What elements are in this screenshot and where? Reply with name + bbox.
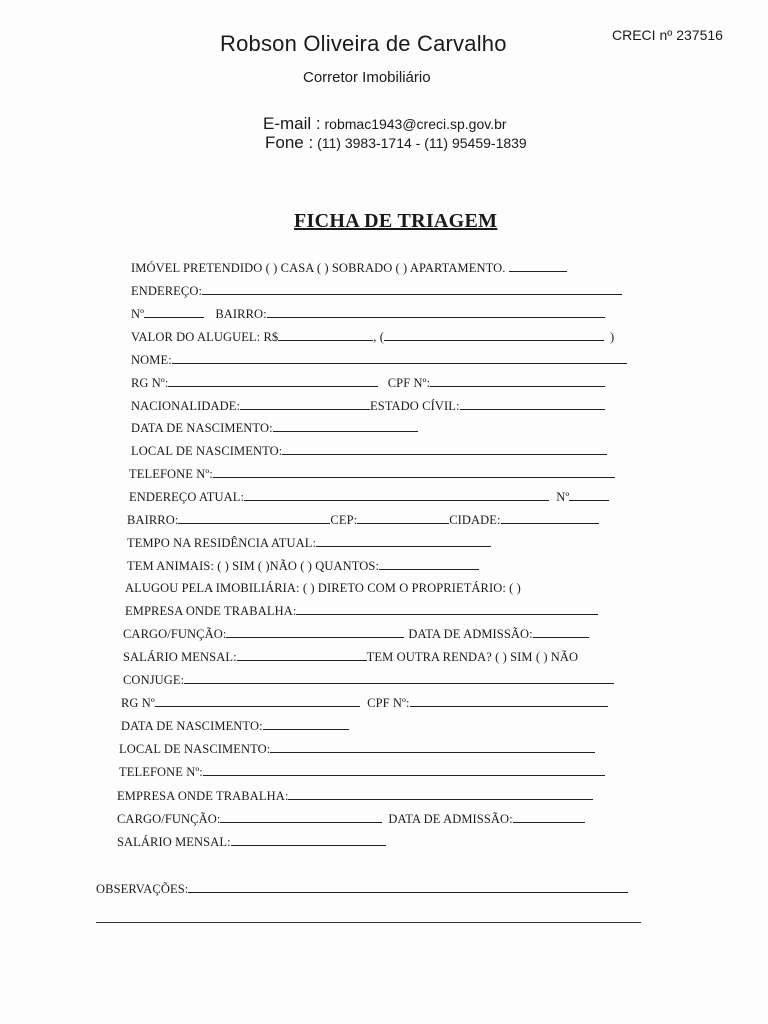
- field-label: ENDEREÇO:: [131, 284, 203, 298]
- field-conjuge-local-nascimento[interactable]: [119, 741, 595, 757]
- field-label: LOCAL DE NASCIMENTO:: [119, 742, 271, 756]
- field-line: [569, 489, 609, 501]
- field-tem-animais[interactable]: [127, 558, 479, 574]
- phone-value: (11) 3983-1714 - (11) 95459-1839: [317, 135, 527, 151]
- field-line: [296, 603, 598, 615]
- field-label: NOME:: [131, 353, 172, 367]
- field-line: [188, 881, 628, 893]
- field-label: CARGO/FUNÇÃO:: [117, 812, 221, 826]
- field-salario-outra-renda[interactable]: [123, 649, 578, 665]
- field-label: ALUGOU PELA IMOBILIÁRIA: ( ) DIRETO COM O PROPRIETÁRIO: ( ): [125, 581, 521, 595]
- field-line: [213, 466, 615, 478]
- field-label: TELEFONE Nº:: [129, 467, 213, 481]
- field-line: [178, 512, 330, 524]
- broker-role: Corretor Imobiliário: [303, 69, 431, 86]
- field-label: Nº: [556, 490, 570, 504]
- field-imovel-pretendido[interactable]: [131, 260, 567, 276]
- field-label: TELEFONE Nº:: [119, 765, 203, 779]
- field-label: ESTADO CÍVIL:: [370, 399, 460, 413]
- field-tempo-residencia[interactable]: [127, 535, 491, 551]
- field-line: [244, 489, 549, 501]
- field-line: [501, 512, 599, 524]
- field-line: [460, 398, 605, 410]
- field-numero-bairro[interactable]: [131, 306, 605, 322]
- field-line: [278, 329, 373, 341]
- phone-row: [265, 133, 527, 153]
- field-conjuge-rg-cpf[interactable]: [121, 695, 608, 711]
- field-line: [509, 260, 567, 272]
- field-line: [270, 741, 595, 753]
- creci-number: CRECI nº 237516: [612, 27, 723, 43]
- field-empresa-onde-trabalha[interactable]: [125, 603, 598, 619]
- field-line: [384, 329, 604, 341]
- email-value: robmac1943@creci.sp.gov.br: [324, 116, 507, 132]
- field-label: EMPRESA ONDE TRABALHA:: [117, 789, 289, 803]
- field-label: , (: [373, 330, 384, 344]
- field-conjuge-empresa[interactable]: [117, 788, 593, 804]
- field-label: CARGO/FUNÇÃO:: [123, 627, 227, 641]
- field-conjuge-data-nascimento[interactable]: [121, 718, 349, 734]
- field-conjuge-telefone[interactable]: [119, 764, 605, 780]
- field-label: CPF Nº:: [387, 376, 431, 390]
- field-line: [513, 811, 585, 823]
- field-line: [316, 535, 491, 547]
- field-label: DATA DE ADMISSÃO:: [388, 812, 513, 826]
- field-cargo-admissao[interactable]: [123, 626, 589, 642]
- field-label: BAIRRO:: [127, 513, 179, 527]
- field-label: ENDEREÇO ATUAL:: [129, 490, 245, 504]
- field-alugou-pela-imobiliaria[interactable]: [125, 581, 521, 596]
- email-label: E-mail :: [263, 114, 321, 133]
- field-label: DATA DE NASCIMENTO:: [121, 719, 263, 733]
- field-bairro-cep-cidade[interactable]: [127, 512, 599, 528]
- field-line: [263, 718, 349, 730]
- field-label: ): [609, 330, 615, 344]
- field-label: SALÁRIO MENSAL:: [117, 835, 231, 849]
- email-row: [263, 114, 507, 134]
- observacoes-extra-line[interactable]: [96, 922, 641, 923]
- broker-name: Robson Oliveira de Carvalho: [220, 31, 507, 56]
- field-line: [220, 811, 382, 823]
- field-label: CPF Nº:: [367, 696, 410, 710]
- field-line: [267, 306, 605, 318]
- field-line: [533, 626, 589, 638]
- field-label: CIDADE:: [449, 513, 501, 527]
- field-conjuge[interactable]: [123, 672, 614, 688]
- field-label: SALÁRIO MENSAL:: [123, 650, 237, 664]
- field-line: [237, 649, 367, 661]
- phone-label: Fone :: [265, 133, 314, 152]
- field-label: TEMPO NA RESIDÊNCIA ATUAL:: [127, 536, 317, 550]
- field-label: CEP:: [330, 513, 358, 527]
- field-label: IMÓVEL PRETENDIDO ( ) CASA ( ) SOBRADO ( ) APARTAMENTO.: [131, 261, 506, 275]
- field-nome[interactable]: [131, 352, 627, 368]
- field-label: LOCAL DE NASCIMENTO:: [131, 444, 283, 458]
- field-label: EMPRESA ONDE TRABALHA:: [125, 604, 297, 618]
- field-label: RG Nº: [121, 696, 155, 710]
- field-label: OBSERVAÇÕES:: [96, 882, 189, 896]
- field-line: [184, 672, 614, 684]
- field-label: TEM OUTRA RENDA? ( ) SIM ( ) NÃO: [366, 650, 579, 664]
- field-valor-aluguel[interactable]: [131, 329, 614, 345]
- field-conjuge-cargo-admissao[interactable]: [117, 811, 585, 827]
- field-label: RG Nº:: [131, 376, 169, 390]
- field-conjuge-salario[interactable]: [117, 834, 386, 850]
- field-line: [202, 283, 622, 295]
- field-label: VALOR DO ALUGUEL: R$: [131, 330, 279, 344]
- field-data-nascimento[interactable]: [131, 420, 418, 436]
- field-line: [155, 695, 360, 707]
- field-line: [288, 788, 593, 800]
- field-line: [240, 398, 370, 410]
- field-line: [172, 352, 627, 364]
- field-line: [226, 626, 404, 638]
- field-label: NACIONALIDADE:: [131, 399, 241, 413]
- field-line: [379, 558, 479, 570]
- form-title: FICHA DE TRIAGEM: [294, 210, 498, 232]
- field-line: [410, 695, 608, 707]
- field-line: [430, 375, 605, 387]
- field-label: BAIRRO:: [215, 307, 267, 321]
- field-line: [231, 834, 386, 846]
- field-label: TEM ANIMAIS: ( ) SIM ( )NÃO ( ) QUANTOS:: [127, 559, 380, 573]
- field-line: [357, 512, 449, 524]
- field-endereco-atual[interactable]: [129, 489, 609, 505]
- field-label: Nº: [131, 307, 145, 321]
- field-nacionalidade-estado-civil[interactable]: [131, 398, 605, 414]
- field-line: [203, 764, 605, 776]
- field-local-nascimento[interactable]: [131, 443, 607, 459]
- field-telefone[interactable]: [129, 466, 615, 482]
- field-label: DATA DE ADMISSÃO:: [408, 627, 533, 641]
- field-label: CONJUGE:: [123, 673, 185, 687]
- field-line: [168, 375, 378, 387]
- field-line: [273, 420, 418, 432]
- field-line: [282, 443, 607, 455]
- field-rg-cpf[interactable]: [131, 375, 605, 391]
- field-line: [144, 306, 204, 318]
- field-endereco[interactable]: [131, 283, 622, 299]
- field-label: DATA DE NASCIMENTO:: [131, 421, 273, 435]
- field-observacoes[interactable]: [96, 881, 628, 897]
